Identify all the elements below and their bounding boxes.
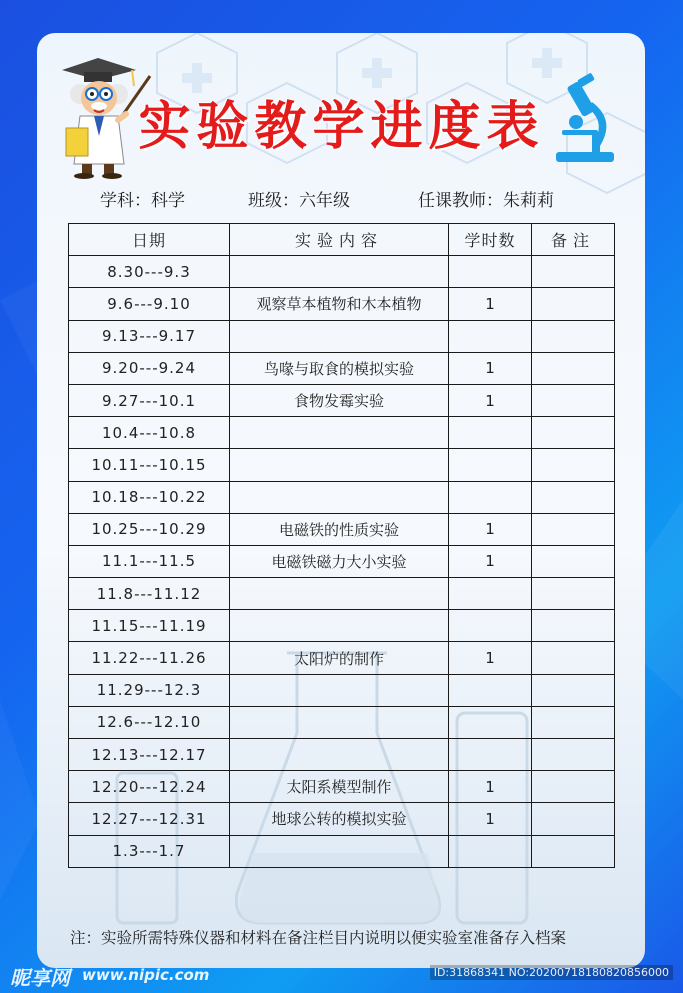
content-cell	[230, 610, 449, 642]
notes-cell	[532, 642, 615, 674]
hours-cell: 1	[449, 803, 532, 835]
table-row	[69, 835, 615, 867]
hours-cell: 1	[449, 513, 532, 545]
table-row	[69, 771, 615, 803]
date-cell: 12.20---12.24	[69, 771, 230, 803]
subject-label: 学科：科学	[100, 191, 185, 211]
date-cell: 9.27---10.1	[69, 384, 230, 416]
date-cell: 9.13---9.17	[69, 320, 230, 352]
content-cell	[230, 674, 449, 706]
table-row	[69, 578, 615, 610]
table-row	[69, 706, 615, 738]
grade-label: 班级：六年级	[248, 191, 350, 211]
header-hours: 学时数	[449, 224, 532, 256]
notes-cell	[532, 835, 615, 867]
watermark-logo: 昵享网	[10, 966, 70, 990]
watermark-url: www.nipic.com	[82, 966, 210, 984]
table-row	[69, 803, 615, 835]
hours-cell	[449, 256, 532, 288]
hours-cell: 1	[449, 384, 532, 416]
content-cell: 太阳系模型制作	[230, 771, 449, 803]
table-row	[69, 449, 615, 481]
table-row	[69, 739, 615, 771]
notes-cell	[532, 449, 615, 481]
watermark-id: ID:31868341 NO:20200718180820856000	[430, 965, 673, 980]
date-cell: 10.18---10.22	[69, 481, 230, 513]
content-cell	[230, 417, 449, 449]
header-notes: 备注	[532, 224, 615, 256]
table-row	[69, 481, 615, 513]
date-cell: 11.15---11.19	[69, 610, 230, 642]
notes-cell	[532, 578, 615, 610]
content-cell	[230, 449, 449, 481]
content-cell: 电磁铁的性质实验	[230, 513, 449, 545]
hours-cell: 1	[449, 771, 532, 803]
table-row	[69, 256, 615, 288]
notes-cell	[532, 674, 615, 706]
hours-cell	[449, 706, 532, 738]
date-cell: 10.4---10.8	[69, 417, 230, 449]
hours-cell	[449, 739, 532, 771]
hours-cell	[449, 320, 532, 352]
notes-cell	[532, 513, 615, 545]
table-body	[69, 256, 615, 868]
content-cell	[230, 578, 449, 610]
date-cell: 11.1---11.5	[69, 545, 230, 577]
content-cell: 鸟喙与取食的模拟实验	[230, 352, 449, 384]
notes-cell	[532, 610, 615, 642]
notes-cell	[532, 481, 615, 513]
notes-cell	[532, 545, 615, 577]
notes-cell	[532, 739, 615, 771]
page-title: 实验教学进度表	[138, 97, 545, 157]
hours-cell	[449, 578, 532, 610]
hours-cell	[449, 449, 532, 481]
hours-cell: 1	[449, 545, 532, 577]
table-row	[69, 610, 615, 642]
notes-cell	[532, 417, 615, 449]
date-cell: 8.30---9.3	[69, 256, 230, 288]
content-cell: 电磁铁磁力大小实验	[230, 545, 449, 577]
notes-cell	[532, 803, 615, 835]
schedule-table	[68, 223, 615, 868]
notes-cell	[532, 706, 615, 738]
table-row	[69, 545, 615, 577]
table-row	[69, 288, 615, 320]
header-content: 实验内容	[230, 224, 449, 256]
hours-cell	[449, 610, 532, 642]
date-cell: 12.13---12.17	[69, 739, 230, 771]
hours-cell: 1	[449, 288, 532, 320]
date-cell: 9.6---9.10	[69, 288, 230, 320]
content-cell	[230, 739, 449, 771]
table-header-row	[69, 224, 615, 256]
table-row	[69, 352, 615, 384]
date-cell: 10.25---10.29	[69, 513, 230, 545]
date-cell: 11.8---11.12	[69, 578, 230, 610]
content-cell	[230, 256, 449, 288]
notes-cell	[532, 384, 615, 416]
notes-cell	[532, 288, 615, 320]
notes-cell	[532, 771, 615, 803]
table-row	[69, 417, 615, 449]
table-row	[69, 513, 615, 545]
content-cell	[230, 320, 449, 352]
header-date: 日期	[69, 224, 230, 256]
content-cell	[230, 481, 449, 513]
content-cell	[230, 835, 449, 867]
content-cell	[230, 706, 449, 738]
content-cell: 食物发霉实验	[230, 384, 449, 416]
hours-cell	[449, 835, 532, 867]
notes-cell	[532, 320, 615, 352]
content-cell: 地球公转的模拟实验	[230, 803, 449, 835]
table-row	[69, 674, 615, 706]
table-row	[69, 320, 615, 352]
hours-cell: 1	[449, 642, 532, 674]
hours-cell	[449, 674, 532, 706]
date-cell: 1.3---1.7	[69, 835, 230, 867]
content-cell: 太阳炉的制作	[230, 642, 449, 674]
date-cell: 11.29---12.3	[69, 674, 230, 706]
date-cell: 10.11---10.15	[69, 449, 230, 481]
date-cell: 9.20---9.24	[69, 352, 230, 384]
table-row	[69, 642, 615, 674]
date-cell: 12.27---12.31	[69, 803, 230, 835]
footer-note: 注：实验所需特殊仪器和材料在备注栏目内说明以便实验室准备存入档案	[70, 929, 567, 947]
date-cell: 12.6---12.10	[69, 706, 230, 738]
hours-cell	[449, 417, 532, 449]
notes-cell	[532, 256, 615, 288]
date-cell: 11.22---11.26	[69, 642, 230, 674]
teacher-label: 任课教师：朱莉莉	[418, 191, 554, 211]
content-cell: 观察草本植物和木本植物	[230, 288, 449, 320]
notes-cell	[532, 352, 615, 384]
hours-cell: 1	[449, 352, 532, 384]
hours-cell	[449, 481, 532, 513]
table-row	[69, 384, 615, 416]
microscope-icon	[552, 72, 618, 164]
